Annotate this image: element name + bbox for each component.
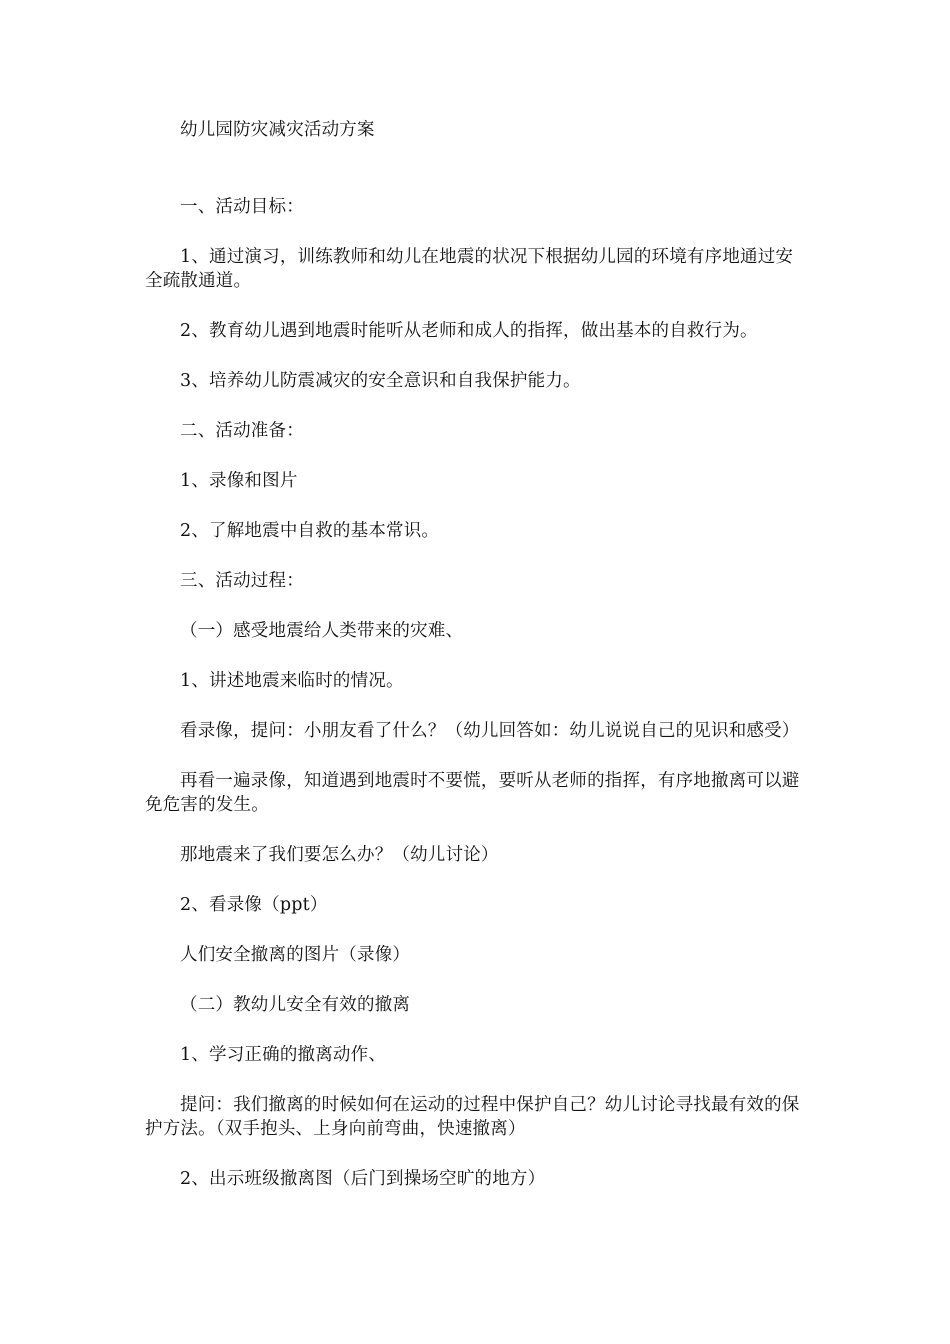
paragraph: 提问：我们撤离的时候如何在运动的过程中保护自己？幼儿讨论寻找最有效的保护方法。（双手抱头、上身向前弯曲，快速撤离） xyxy=(145,1095,800,1139)
subsection-heading: （一）感受地震给人类带来的灾难、 xyxy=(180,621,464,641)
document-title: 幼儿园防灾减灾活动方案 xyxy=(180,120,375,140)
paragraph: 1、通过演习，训练教师和幼儿在地震的状况下根据幼儿园的环境有序地通过安全疏散通道。 xyxy=(145,247,794,291)
paragraph: 1、录像和图片 xyxy=(180,471,298,491)
paragraph: 1、讲述地震来临时的情况。 xyxy=(180,671,404,691)
paragraph: 2、教育幼儿遇到地震时能听从老师和成人的指挥，做出基本的自救行为。 xyxy=(180,321,758,341)
section-heading-preparation: 二、活动准备： xyxy=(180,421,304,441)
paragraph: 再看一遍录像，知道遇到地震时不要慌，要听从老师的指挥，有序地撤离可以避免危害的发生。 xyxy=(145,771,800,815)
paragraph: 2、看录像（ppt） xyxy=(180,895,328,915)
paragraph: 人们安全撤离的图片（录像） xyxy=(180,945,411,965)
paragraph: 1、学习正确的撤离动作、 xyxy=(180,1045,387,1065)
paragraph: 看录像，提问：小朋友看了什么？（幼儿回答如：幼儿说说自己的见识和感受） xyxy=(180,721,800,741)
subsection-heading: （二）教幼儿安全有效的撤离 xyxy=(180,995,411,1015)
section-heading-goals: 一、活动目标： xyxy=(180,197,304,217)
document-body xyxy=(145,118,810,1191)
section-heading-process: 三、活动过程： xyxy=(180,571,304,591)
paragraph: 那地震来了我们要怎么办？（幼儿讨论） xyxy=(180,845,499,865)
paragraph: 3、培养幼儿防震减灾的安全意识和自我保护能力。 xyxy=(180,371,581,391)
paragraph: 2、了解地震中自救的基本常识。 xyxy=(180,521,440,541)
paragraph: 2、出示班级撤离图（后门到操场空旷的地方） xyxy=(180,1169,546,1189)
